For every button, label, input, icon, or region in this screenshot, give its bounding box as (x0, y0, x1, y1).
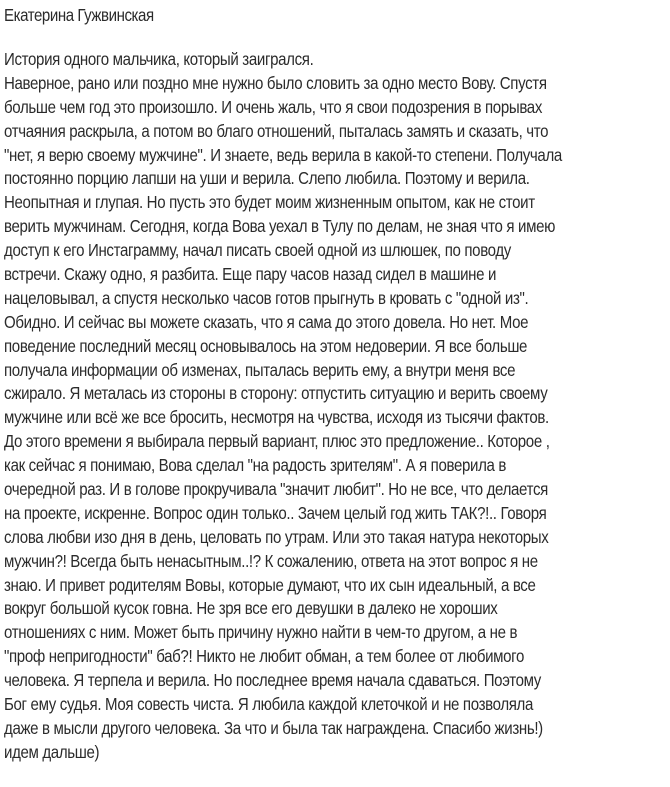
post-line: "проф непригодности" баб?! Никто не любит обман, а тем более от любимого (4, 646, 525, 667)
post-line: знаю. И привет родителям Вовы, которые думают, что их сын идеальный, а все (4, 574, 536, 595)
post-line: До этого времени я выбирала первый вариант, плюс это предложение.. Которое , (4, 431, 550, 452)
post-line: поведение последний месяц основывалось на этом недоверии. Я все больше (4, 335, 528, 356)
post-line: верить мужчинам. Сегодня, когда Вова уехал в Тулу по делам, не зная что я имею (4, 216, 556, 237)
post-line: получала информации об изменах, пыталась верить ему, а внутри меня все (4, 359, 516, 380)
post-line: встречи. Скажу одно, я разбита. Еще пару часов назад сидел в машине и (4, 264, 497, 285)
post-line: мужчине или всё же все бросить, несмотря на чувства, исходя из тысячи фактов. (4, 407, 549, 428)
post-line: отчаяния раскрыла, а потом во благо отношений, пыталась замять и сказать, что (4, 120, 549, 141)
post-line: отношениях с ним. Может быть причину нужно найти в чем-то другом, а не в (4, 622, 518, 643)
post-line: доступ к его Инстаграмму, начал писать своей одной из шлюшек, по поводу (4, 240, 511, 261)
post-line: сжирало. Я металась из стороны в сторону: отпустить ситуацию и верить своему (4, 383, 548, 404)
post-line: мужчин?! Всегда быть ненасытным..!? К сожалению, ответа на этот вопрос я не (4, 550, 538, 571)
post-line: больше чем год это произошло. И очень жаль, что я свои подозрения в порывах (4, 96, 543, 117)
post-body (4, 48, 670, 765)
post-line: идем дальше) (4, 741, 100, 762)
post-line: слова любви изо дня в день, целовать по утрам. Или это такая натура некоторых (4, 526, 549, 547)
post-line: на проекте, искренне. Вопрос один только.. Зачем целый год жить ТАК?!.. Говоря (4, 502, 547, 523)
author-name: Екатерина Гужвинская (4, 5, 154, 25)
post-line: История одного мальчика, который заигрался. (4, 49, 314, 69)
post-line: Неопытная и глупая. Но пусть это будет моим жизненным опытом, как не стоит (4, 192, 535, 213)
post (4, 0, 670, 765)
post-line: даже в мысли другого человека. За что и была так награждена. Спасибо жизнь!) (4, 717, 543, 738)
post-line: Обидно. И сейчас вы можете сказать, что я сама до этого довела. Но нет. Мое (4, 311, 529, 332)
post-line: нацеловывал, а спустя несколько часов готов прыгнуть в кровать с "одной из". (4, 287, 529, 308)
post-line: Бог ему судья. Моя совесть чиста. Я любила каждой клеточкой и не позволяла (4, 694, 534, 715)
spacer (4, 27, 670, 48)
post-line: постоянно порцию лапши на уши и верила. Слепо любила. Поэтому и верила. (4, 168, 530, 189)
post-line: "нет, я верю своему мужчине". И знаете, ведь верила в какой-то степени. Получала (4, 144, 562, 165)
post-line: человека. Я терпела и верила. Но последнее время начала сдаваться. Поэтому (4, 670, 541, 691)
post-line: очередной раз. И в голове прокручивала "значит любит". Но не все, что делается (4, 479, 548, 500)
post-line: Наверное, рано или поздно мне нужно было словить за одно место Вову. Спустя (4, 72, 547, 93)
post-line: вокруг большой кусок говна. Не зря все его девушки в далеко не хороших (4, 598, 498, 619)
post-line: как сейчас я понимаю, Вова сделал "на радость зрителям". А я поверила в (4, 455, 507, 476)
